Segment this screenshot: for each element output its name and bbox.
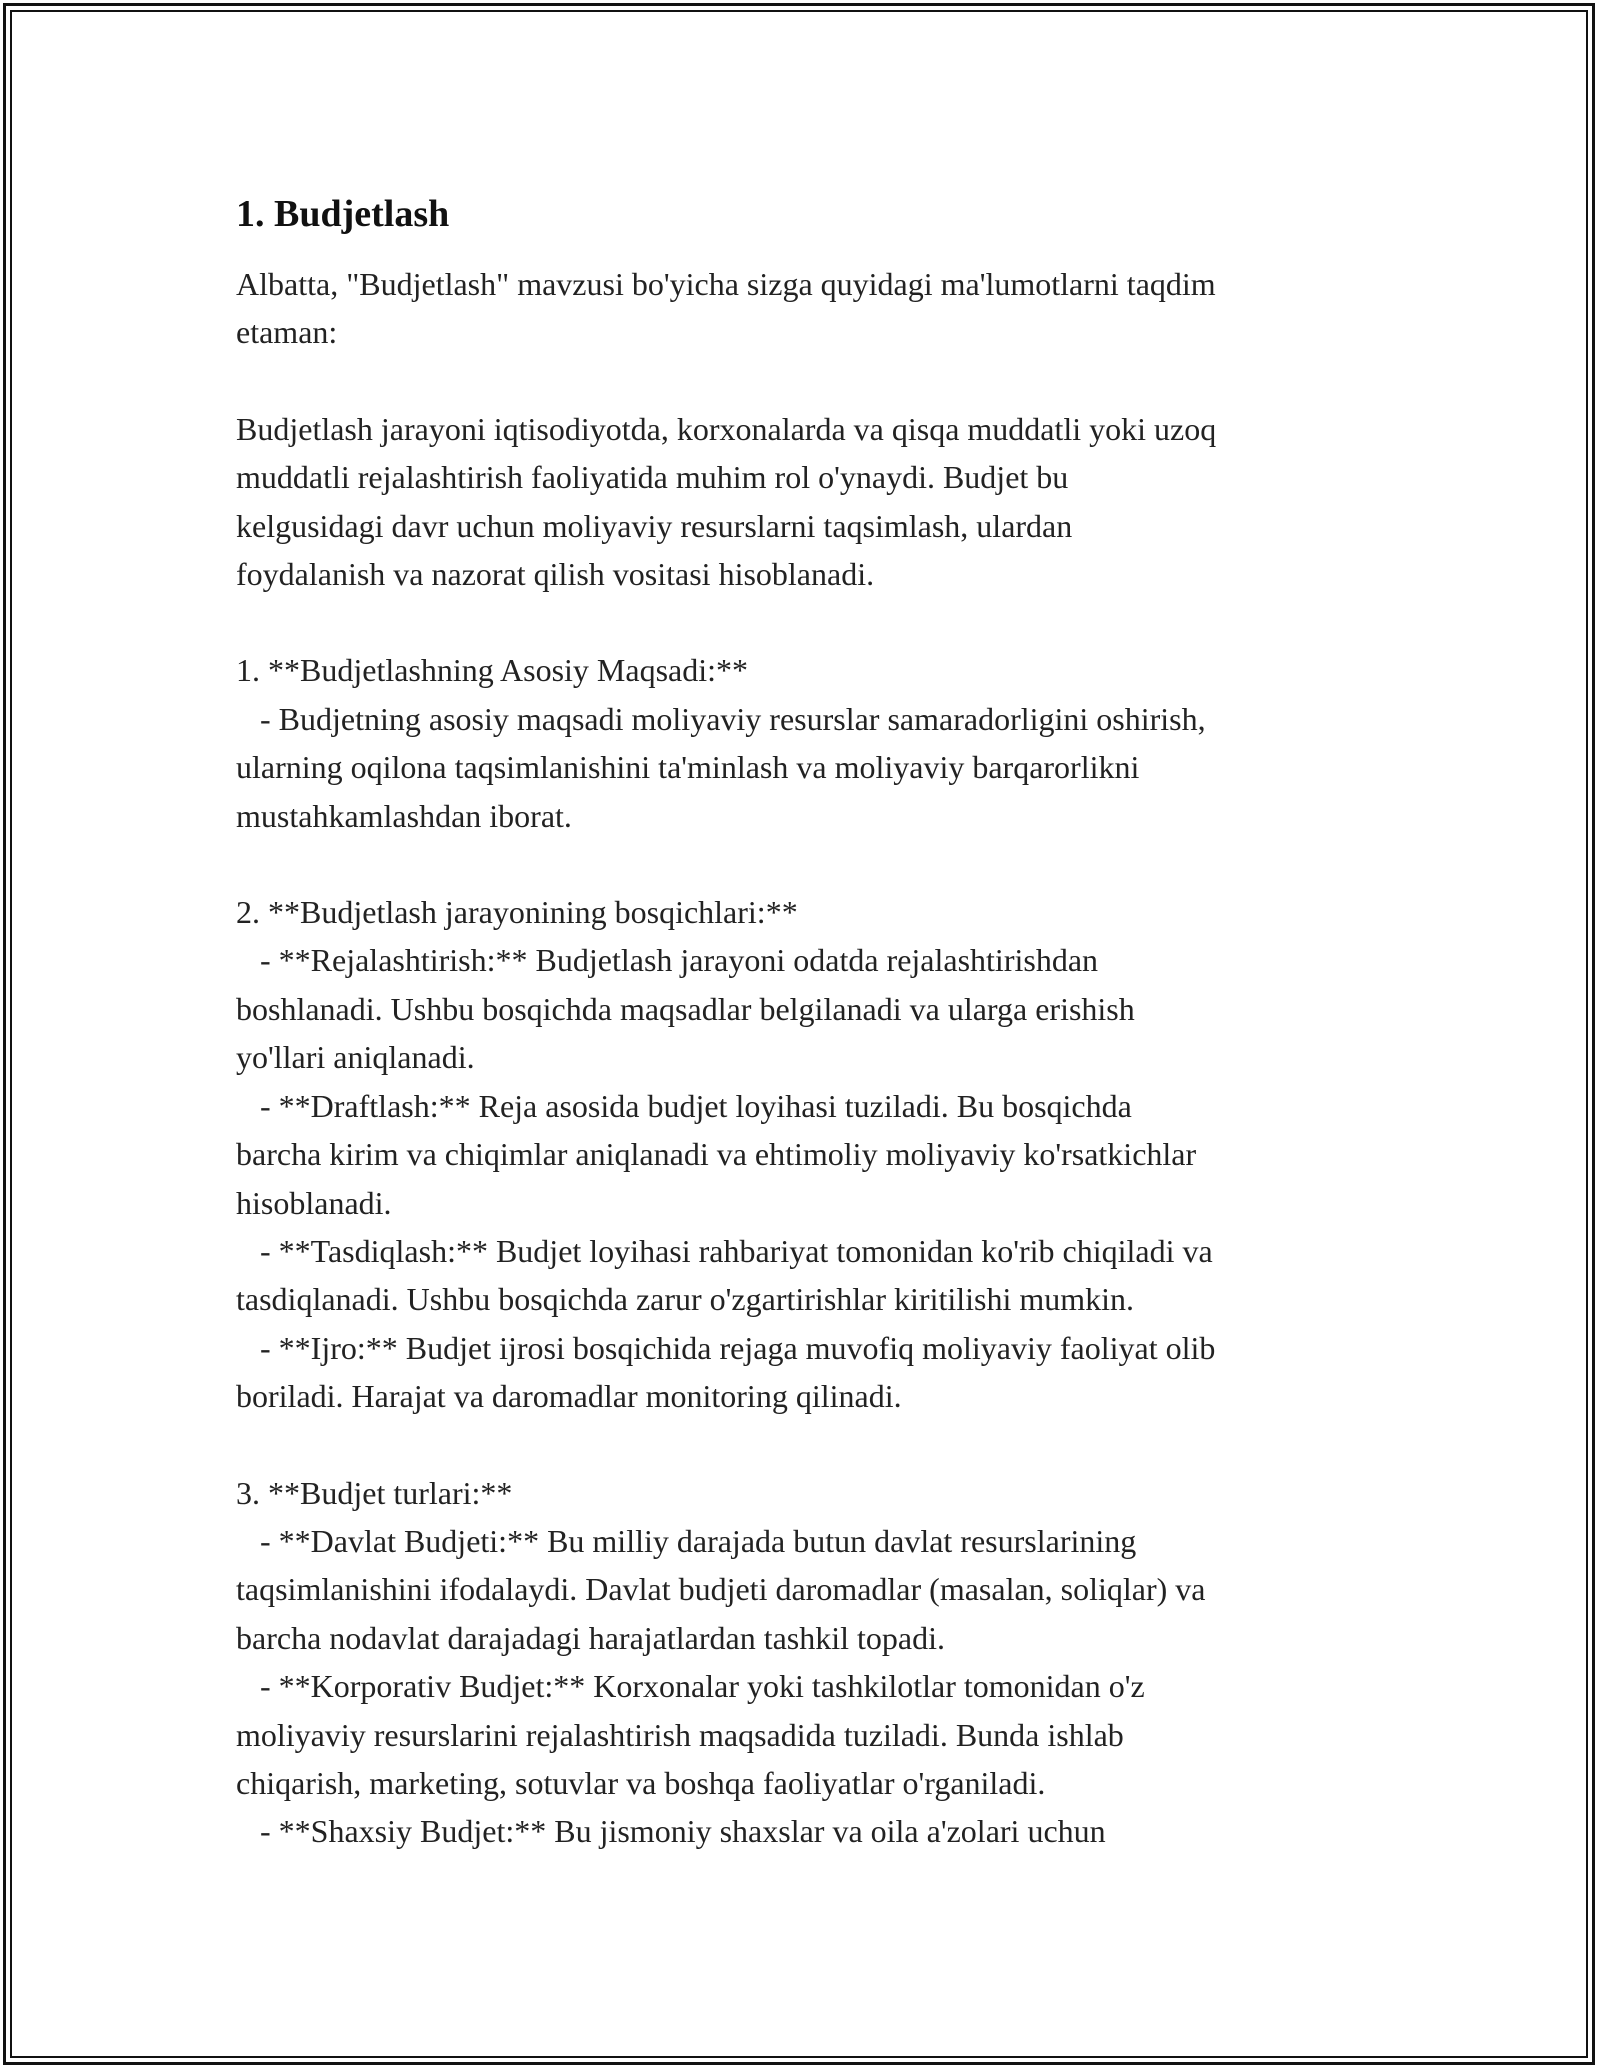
overview-paragraph: Budjetlash jarayoni iqtisodiyotda, korxonalarda va qisqa muddatli yoki uzoq muddatli rejalashtirish faoliyatida muhim rol o'ynaydi. Budjet bu kelgusidagi davr uchun moliyaviy resurslarni taqsimlash, ulardan foydalanish va nazorat qilish vositasi hisoblanadi. (236, 410, 1217, 593)
section-types: 3. **Budjet turlari:** - **Davlat Budjeti:** Bu milliy darajada butun davlat resurslarining taqsimlanishini ifodalaydi. Davlat budjeti daromadlar (masalan, soliqlar) va barcha nodavlat darajadagi harajatlardan tashkil topadi. - **Korporativ Budjet:** Korxonalar yoki tashkilotlar tomonidan o'z moliyaviy resurslarini rejalashtirish maqsadida tuziladi. Bunda ishlab chiqarish, marketing, sotuvlar va boshqa faoliyatlar o'rganiladi. - **Shaxsiy Budjet:** Bu jismoniy shaxslar va oila a'zolari uchun (236, 1474, 1206, 1850)
section-stages: 2. **Budjetlash jarayonining bosqichlari:** - **Rejalashtirish:** Budjetlash jarayoni odatda rejalashtirishdan boshlanadi. Ushbu bosqichda maqsadlar belgilanadi va ularga erishish yo'llari aniqlanadi. - **Draftlash:** Reja asosida budjet loyihasi tuziladi. Bu bosqichda barcha kirim va chiqimlar aniqlanadi va ehtimoliy moliyaviy ko'rsatkichlar hisoblanadi. - **Tasdiqlash:** Budjet loyihasi rahbariyat tomonidan ko'rib chiqiladi va tasdiqlanadi. Ushbu bosqichda zarur o'zgartirishlar kiritilishi mumkin. - **Ijro:** Budjet ijrosi bosqichida rejaga muvofiq moliyaviy faoliyat olib boriladi. Harajat va daromadlar monitoring qilinadi. (236, 894, 1216, 1415)
document-title: 1. Budjetlash (236, 193, 450, 235)
intro-paragraph: Albatta, "Budjetlash" mavzusi bo'yicha sizga quyidagi ma'lumotlarni taqdim etaman: (236, 266, 1216, 351)
section-goal: 1. **Budjetlashning Asosiy Maqsadi:** - Budjetning asosiy maqsadi moliyaviy resurslar samaradorligini oshirish, ularning oqilona taqsimlanishini ta'minlash va moliyaviy barqarorlikni mustahkamlashdan iborat. (236, 652, 1206, 834)
document-body (236, 188, 1396, 1856)
